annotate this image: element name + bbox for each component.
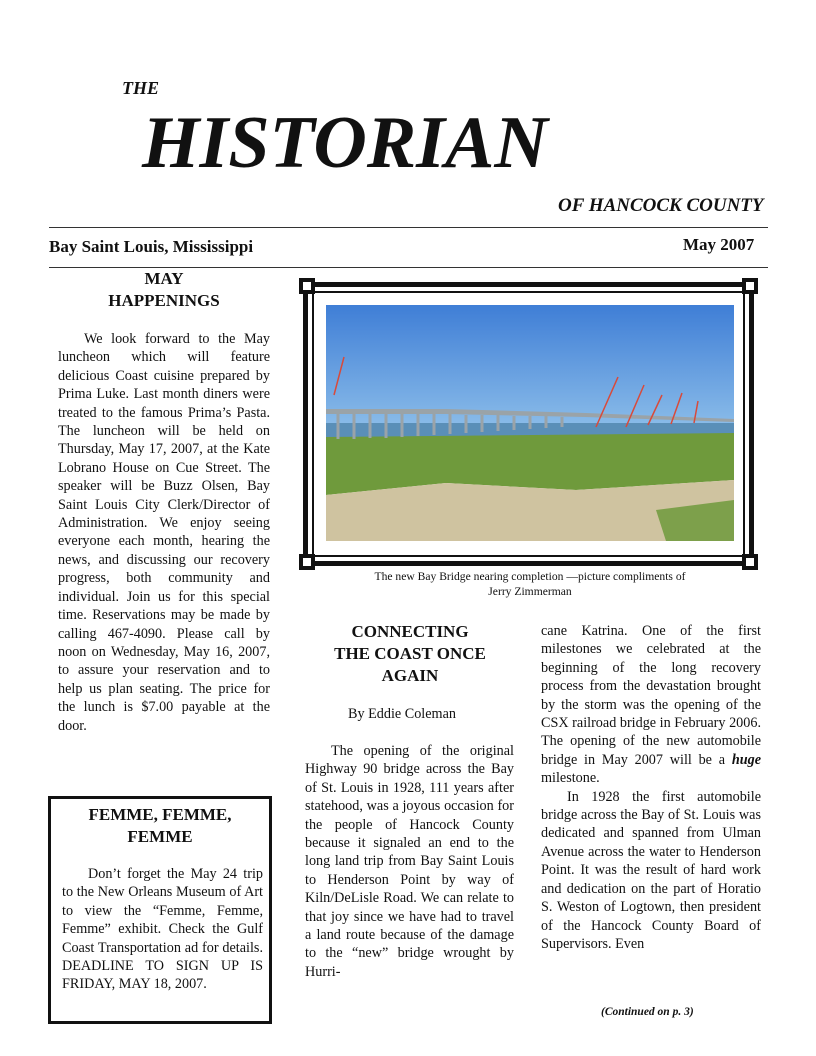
connecting-heading-line3: AGAIN bbox=[381, 666, 439, 685]
frame-corner-bottom-right bbox=[742, 554, 758, 570]
may-happenings-heading-line2: HAPPENINGS bbox=[108, 291, 220, 310]
may-happenings-article bbox=[58, 330, 270, 735]
bay-bridge-photo bbox=[326, 305, 734, 541]
connecting-para1-continued: cane Katrina. One of the first milestones we celebrated at the beginning of the long recovery process from the devastation brought by the storm was the opening of the CSX railroad bridge in February 2006. The opening of the new automobile bridge in May 2007 will be a bbox=[541, 623, 761, 768]
masthead-subtitle: OF HANCOCK COUNTY bbox=[558, 195, 764, 216]
dateline-place: Bay Saint Louis, Mississippi bbox=[49, 237, 254, 256]
connecting-heading-line1: CONNECTING bbox=[351, 622, 469, 641]
frame-corner-bottom-left bbox=[299, 554, 315, 570]
connecting-column-1 bbox=[305, 742, 514, 981]
masthead-the: THE bbox=[122, 78, 160, 98]
top-divider bbox=[49, 227, 768, 228]
connecting-para1-col1: The opening of the original Highway 90 bridge across the Bay of St. Louis in 1928, 111 years after statehood, was a joyous occasion for the people of Hancock County because it signaled an end to the long land trip from Bay Saint Louis to Henderson Point by way of Kiln/DeLisle Road. We can relate to that joy since we have had to travel a land route because of the damage to the “new” bridge wrought by Hurri- bbox=[305, 743, 514, 980]
photo-caption bbox=[326, 570, 734, 599]
may-happenings-body: We look forward to the May luncheon which will feature delicious Coast cuisine prepared by Prima Luke. Last month diners were treated to the famous Prima’s Pasta. The luncheon will be held on Thursday, May 17, 2007, at the Kate Lobrano House on Cue Street. The speaker will be Buzz Olsen, Bay Saint Louis City Clerk/Director of Administration. We enjoy seeing everyone each month, hearing the news, and discussing our recovery progress, both community and individual. Join us for this special time. Reservations may be made by calling 467-4090. Please call by noon on Wednesday, May 16, 2007, to assure your reservation and to help us plan seating. The price for the lunch is $7.00 payable at the door. bbox=[58, 331, 270, 734]
frame-corner-top-right bbox=[742, 278, 758, 294]
may-happenings-heading-line1: MAY bbox=[144, 269, 184, 288]
photo-caption-line2: Jerry Zimmerman bbox=[488, 584, 572, 598]
connecting-column-2 bbox=[541, 622, 761, 953]
connecting-para2: In 1928 the first automobile bridge across the Bay of St. Louis was dedicated and spanned from Ulman Avenue across the water to Henderson Point. It was the result of hard work and dedication on the part of Horatio S. Weston of Logtown, then president of the Hancock County Board of Supervisors. Even bbox=[541, 788, 761, 952]
dateline-date: May 2007 bbox=[683, 235, 755, 254]
connecting-para1-col2 bbox=[541, 622, 761, 788]
photo-caption-line1: The new Bay Bridge nearing completion —picture compliments of bbox=[374, 570, 686, 583]
bay-bridge-photo-image bbox=[326, 305, 734, 541]
may-happenings-heading bbox=[58, 268, 270, 312]
femme-heading-line2: FEMME bbox=[127, 827, 193, 846]
femme-body: Don’t forget the May 24 trip to the New Orleans Museum of Art to view the “Femme, Femme, Femme” exhibit. Check the Gulf Coast Transportation ad for details. DEADLINE TO SIGN UP IS FRIDAY, MAY 18, 2007. bbox=[62, 866, 263, 993]
connecting-byline: By Eddie Coleman bbox=[348, 706, 456, 722]
femme-heading-line1: FEMME, FEMME, bbox=[88, 805, 232, 824]
frame-corner-top-left bbox=[299, 278, 315, 294]
continued-note: (Continued on p. 3) bbox=[601, 1006, 694, 1018]
connecting-heading-line2: THE COAST ONCE bbox=[334, 644, 486, 663]
connecting-heading bbox=[310, 621, 510, 687]
connecting-emphasis: huge bbox=[731, 751, 762, 768]
femme-article bbox=[62, 865, 263, 994]
connecting-para1-end: milestone. bbox=[541, 770, 600, 787]
femme-heading bbox=[62, 804, 258, 848]
masthead-title: HISTORIAN bbox=[142, 102, 548, 184]
